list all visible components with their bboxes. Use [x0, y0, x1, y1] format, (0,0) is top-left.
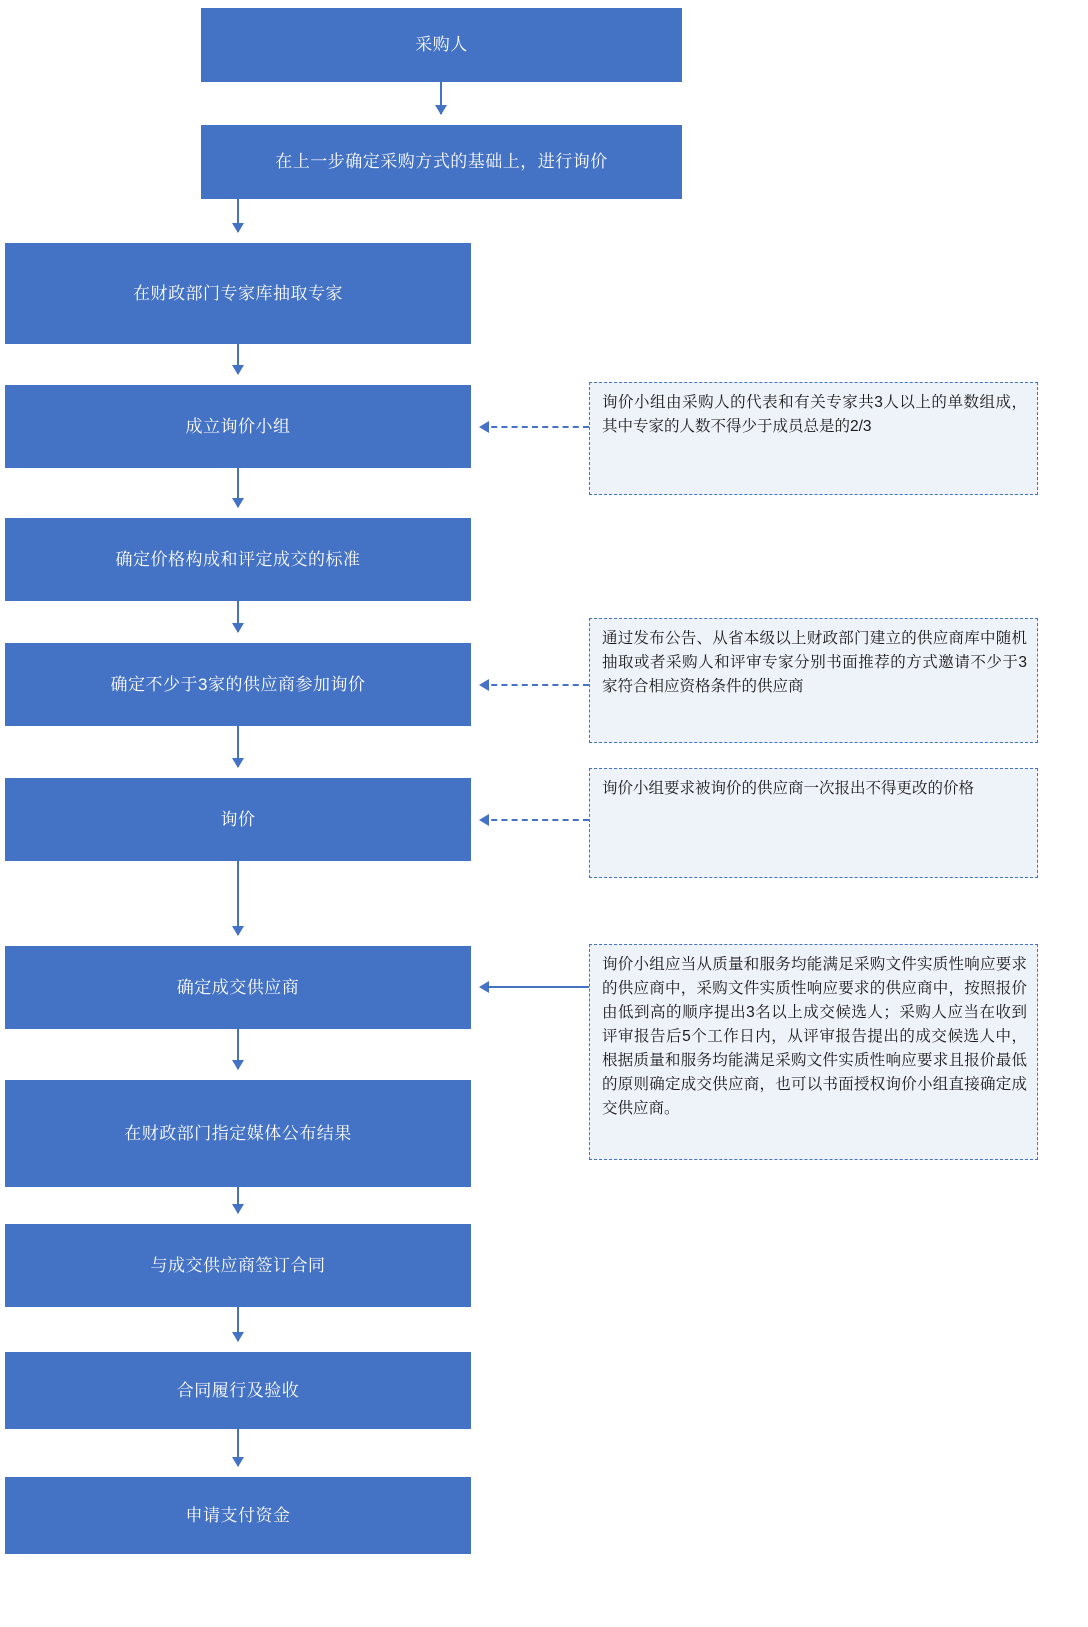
flow-node-purchaser — [201, 8, 682, 82]
flow-arrow-6-7 — [237, 726, 239, 767]
flow-node-select-experts — [5, 243, 471, 344]
flow-node-label: 合同履行及验收 — [176, 1380, 300, 1400]
flow-node-inquiry — [5, 778, 471, 861]
flow-node-label: 在财政部门专家库抽取专家 — [133, 283, 343, 303]
flow-node-sign-contract — [5, 1224, 471, 1307]
flow-arrow-11-12 — [237, 1429, 239, 1466]
flow-node-label: 在财政部门指定媒体公布结果 — [124, 1123, 352, 1143]
flow-node-label: 询价 — [220, 809, 256, 829]
flow-note-supplier-selection — [589, 618, 1038, 743]
flow-node-form-group — [5, 385, 471, 468]
flow-arrow-note1 — [481, 426, 589, 428]
flow-node-inquiry-start — [201, 125, 682, 199]
flow-node-label: 申请支付资金 — [185, 1505, 291, 1525]
flow-arrow-note3 — [481, 819, 589, 821]
flow-node-contract-acceptance — [5, 1352, 471, 1429]
flow-arrow-7-8 — [237, 861, 239, 935]
flow-note-text: 询价小组应当从质量和服务均能满足采购文件实质性响应要求的供应商中，采购文件实质性响应要求的供应商中，按照报价由低到高的顺序提出3名以上成交候选人；采购人应当在收到评审报告后5个工作日内，从评审报告提出的成交候选人中，根据质量和服务均能满足采购文件实质性响应要求且报价最低的原则确定成交供应商，也可以书面授权询价小组直接确定成交供应商。 — [602, 956, 1027, 1118]
flow-note-group-composition — [589, 382, 1038, 495]
flow-node-invite-suppliers — [5, 643, 471, 726]
flow-arrow-2-3 — [237, 199, 239, 232]
flow-arrow-8-9 — [237, 1029, 239, 1069]
flow-node-apply-payment — [5, 1477, 471, 1554]
flow-arrow-1-2 — [440, 82, 442, 114]
flow-arrow-3-4 — [237, 344, 239, 374]
flow-node-determine-supplier — [5, 946, 471, 1029]
flow-node-publish-result — [5, 1080, 471, 1187]
flow-node-label: 确定不少于3家的供应商参加询价 — [110, 674, 366, 694]
flow-node-label: 采购人 — [415, 35, 468, 55]
flow-arrow-5-6 — [237, 601, 239, 632]
flow-node-label: 在上一步确定采购方式的基础上，进行询价 — [275, 152, 608, 172]
flow-note-text: 询价小组要求被询价的供应商一次报出不得更改的价格 — [602, 780, 975, 797]
flow-arrow-note2 — [481, 684, 589, 686]
flow-note-text: 询价小组由采购人的代表和有关专家共3人以上的单数组成，其中专家的人数不得少于成员总是的2/3 — [602, 394, 1027, 436]
flow-note-award-rules — [589, 944, 1038, 1160]
flow-node-label: 与成交供应商签订合同 — [150, 1255, 326, 1275]
flow-arrow-note4 — [481, 986, 589, 988]
flow-arrow-10-11 — [237, 1307, 239, 1341]
flow-node-label: 确定价格构成和评定成交的标准 — [115, 549, 361, 569]
flow-node-label: 成立询价小组 — [185, 416, 291, 436]
flow-arrow-9-10 — [237, 1187, 239, 1213]
flow-note-text: 通过发布公告、从省本级以上财政部门建立的供应商库中随机抽取或者采购人和评审专家分别书面推荐的方式邀请不少于3家符合相应资格条件的供应商 — [602, 630, 1027, 696]
flow-arrow-4-5 — [237, 468, 239, 507]
flow-note-one-time-quote — [589, 768, 1038, 878]
flow-node-price-criteria — [5, 518, 471, 601]
flow-node-label: 确定成交供应商 — [176, 977, 300, 997]
